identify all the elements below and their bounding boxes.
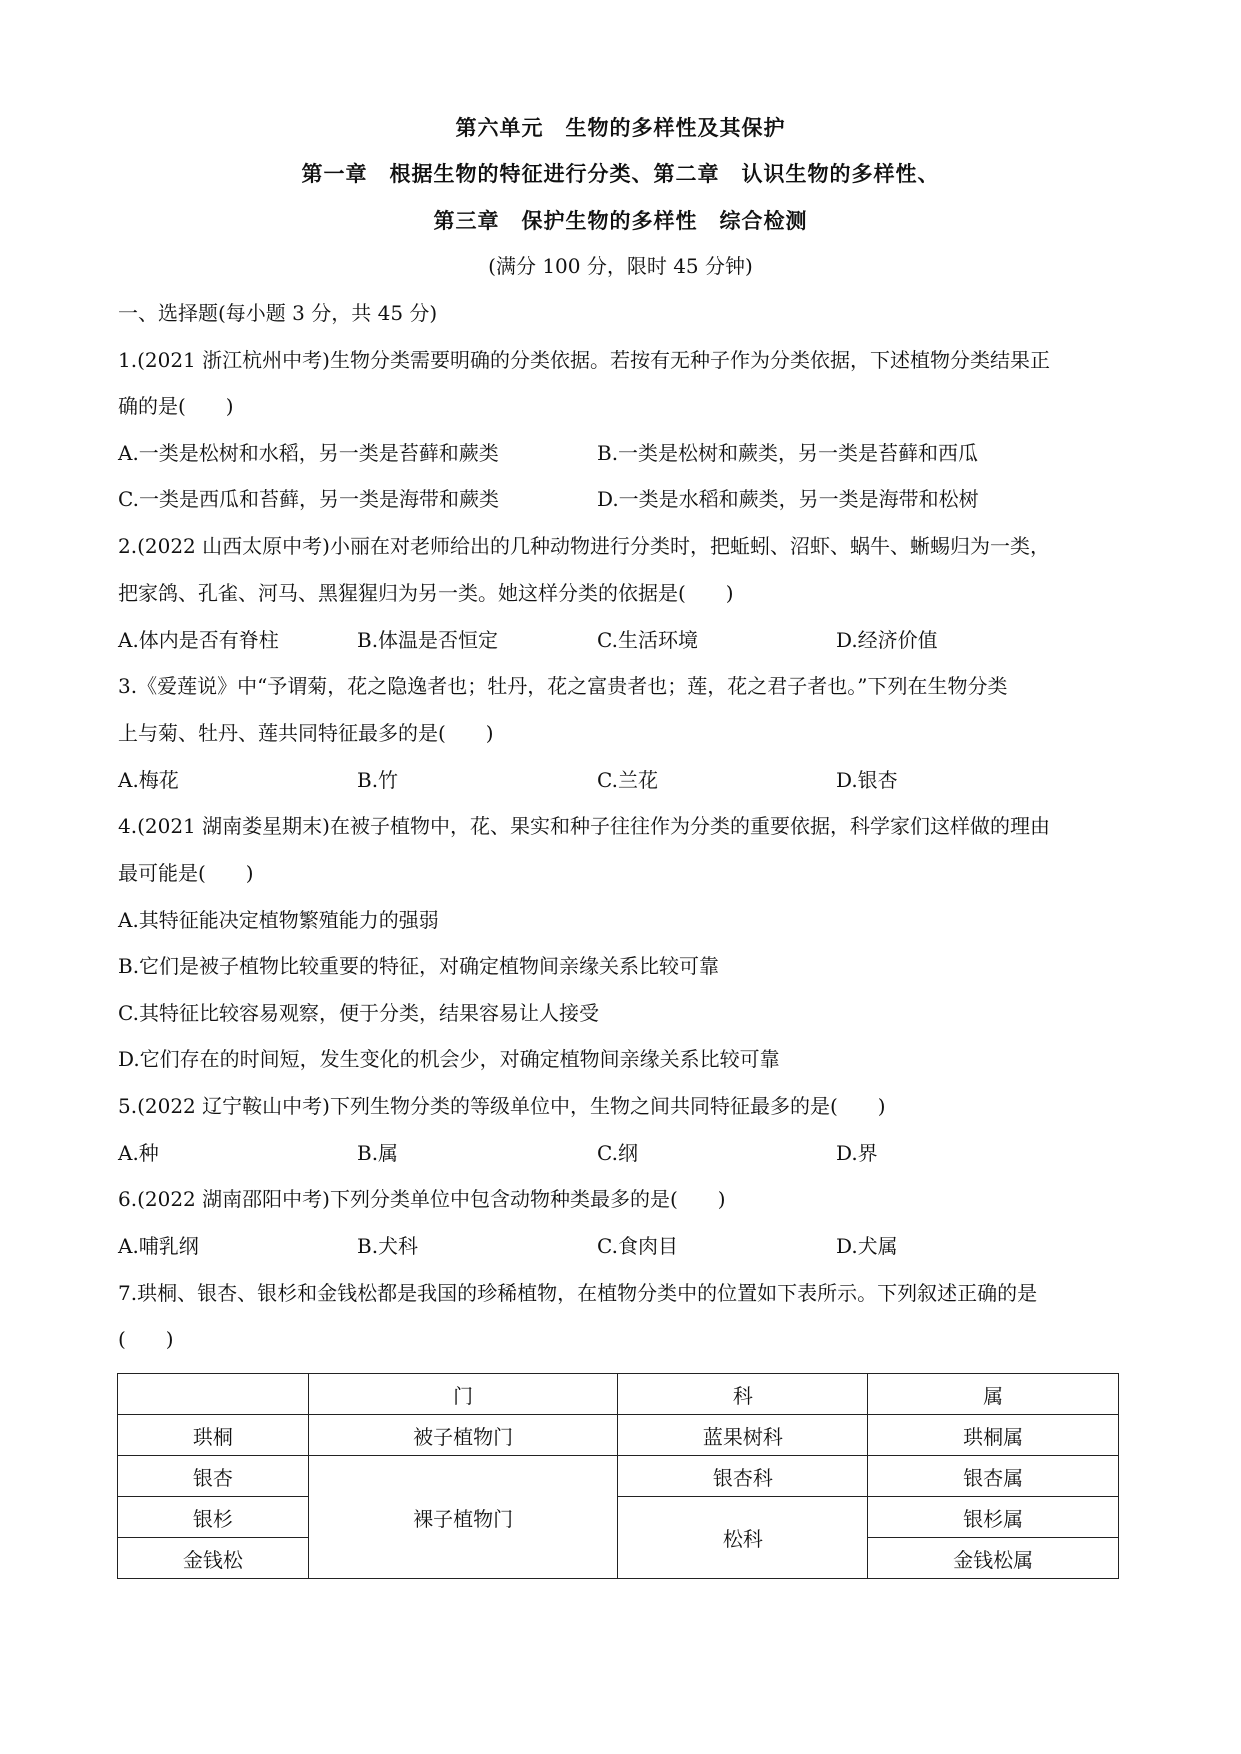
plant-classification-table xyxy=(117,1373,1119,1579)
table-cell: 银杉属 xyxy=(868,1497,1119,1538)
question-3-line-2: 上与菊、牡丹、莲共同特征最多的是( ) xyxy=(118,721,494,745)
question-4-option-a: A.其特征能决定植物繁殖能力的强弱 xyxy=(118,908,439,932)
question-1-option-a: A.一类是松树和水稻，另一类是苔藓和蕨类 xyxy=(118,441,499,465)
table-cell: 银杏科 xyxy=(618,1456,868,1497)
question-4-line-2: 最可能是( ) xyxy=(118,861,254,885)
question-3-option-d: D.银杏 xyxy=(836,768,898,792)
question-5-option-c: C.纲 xyxy=(597,1141,638,1165)
table-header-cell: 门 xyxy=(308,1374,618,1415)
chapter-title-line1: 第一章 根据生物的特征进行分类、第二章 认识生物的多样性、 xyxy=(301,162,940,186)
table-cell: 蓝果树科 xyxy=(618,1415,868,1456)
chapter-title-line2: 第三章 保护生物的多样性 综合检测 xyxy=(433,209,808,233)
question-5-option-d: D.界 xyxy=(836,1141,878,1165)
question-5-option-b: B.属 xyxy=(357,1141,399,1165)
question-6-option-c: C.食肉目 xyxy=(597,1234,678,1258)
table-cell: 银杏 xyxy=(118,1456,309,1497)
table-cell: 金钱松属 xyxy=(868,1538,1119,1579)
table-cell: 珙桐 xyxy=(118,1415,309,1456)
question-7-line-1: 7.珙桐、银杏、银杉和金钱松都是我国的珍稀植物，在植物分类中的位置如下表所示。下列叙述正确的是 xyxy=(118,1281,1038,1305)
table-cell: 被子植物门 xyxy=(308,1415,618,1456)
question-1-line-1: 1.(2021 浙江杭州中考)生物分类需要明确的分类依据。若按有无种子作为分类依据，下述植物分类结果正 xyxy=(118,348,1050,372)
table-cell: 银杏属 xyxy=(868,1456,1119,1497)
question-4-option-b: B.它们是被子植物比较重要的特征，对确定植物间亲缘关系比较可靠 xyxy=(118,954,720,978)
table-cell: 松科 xyxy=(618,1497,868,1579)
section-heading: 一、选择题(每小题 3 分，共 45 分) xyxy=(118,301,438,325)
table-row xyxy=(118,1456,1119,1497)
table-header-cell: 属 xyxy=(868,1374,1119,1415)
question-6-option-b: B.犬科 xyxy=(357,1234,419,1258)
table-cell: 裸子植物门 xyxy=(308,1456,618,1579)
question-6-line-1: 6.(2022 湖南邵阳中考)下列分类单位中包含动物种类最多的是( ) xyxy=(118,1187,726,1211)
score-info: (满分 100 分，限时 45 分钟) xyxy=(488,254,753,278)
table-row xyxy=(118,1415,1119,1456)
question-5-option-a: A.种 xyxy=(118,1141,159,1165)
unit-title: 第六单元 生物的多样性及其保护 xyxy=(455,116,786,140)
question-2-option-c: C.生活环境 xyxy=(597,628,698,652)
table-row xyxy=(118,1497,1119,1538)
question-2-option-b: B.体温是否恒定 xyxy=(357,628,499,652)
table-header-cell: 科 xyxy=(618,1374,868,1415)
question-2-option-a: A.体内是否有脊柱 xyxy=(118,628,279,652)
table-cell: 珙桐属 xyxy=(868,1415,1119,1456)
question-1-line-2: 确的是( ) xyxy=(118,394,234,418)
question-3-option-c: C.兰花 xyxy=(597,768,658,792)
question-3-option-b: B.竹 xyxy=(357,768,399,792)
question-6-option-a: A.哺乳纲 xyxy=(118,1234,199,1258)
question-5-line-1: 5.(2022 辽宁鞍山中考)下列生物分类的等级单位中，生物之间共同特征最多的是( ) xyxy=(118,1094,886,1118)
question-4-option-d: D.它们存在的时间短，发生变化的机会少，对确定植物间亲缘关系比较可靠 xyxy=(118,1047,780,1071)
question-6-option-d: D.犬属 xyxy=(836,1234,898,1258)
question-2-line-1: 2.(2022 山西太原中考)小丽在对老师给出的几种动物进行分类时，把蚯蚓、沼虾、蜗牛、蜥蜴归为一类， xyxy=(118,534,1050,558)
question-3-option-a: A.梅花 xyxy=(118,768,179,792)
table-cell: 金钱松 xyxy=(118,1538,309,1579)
question-3-line-1: 3.《爱莲说》中“予谓菊，花之隐逸者也；牡丹，花之富贵者也；莲，花之君子者也。”下列在生物分类 xyxy=(118,674,1008,698)
question-2-line-2: 把家鸽、孔雀、河马、黑猩猩归为另一类。她这样分类的依据是( ) xyxy=(118,581,734,605)
question-2-option-d: D.经济价值 xyxy=(836,628,938,652)
table-header-cell xyxy=(118,1374,309,1415)
table-cell: 银杉 xyxy=(118,1497,309,1538)
table-header-row xyxy=(118,1374,1119,1415)
question-7-line-2: ( ) xyxy=(118,1327,174,1351)
question-1-option-c: C.一类是西瓜和苔藓，另一类是海带和蕨类 xyxy=(118,487,499,511)
question-4-option-c: C.其特征比较容易观察，便于分类，结果容易让人接受 xyxy=(118,1001,599,1025)
question-1-option-b: B.一类是松树和蕨类，另一类是苔藓和西瓜 xyxy=(597,441,979,465)
question-4-line-1: 4.(2021 湖南娄星期末)在被子植物中，花、果实和种子往往作为分类的重要依据，科学家们这样做的理由 xyxy=(118,814,1050,838)
question-1-option-d: D.一类是水稻和蕨类，另一类是海带和松树 xyxy=(597,487,979,511)
